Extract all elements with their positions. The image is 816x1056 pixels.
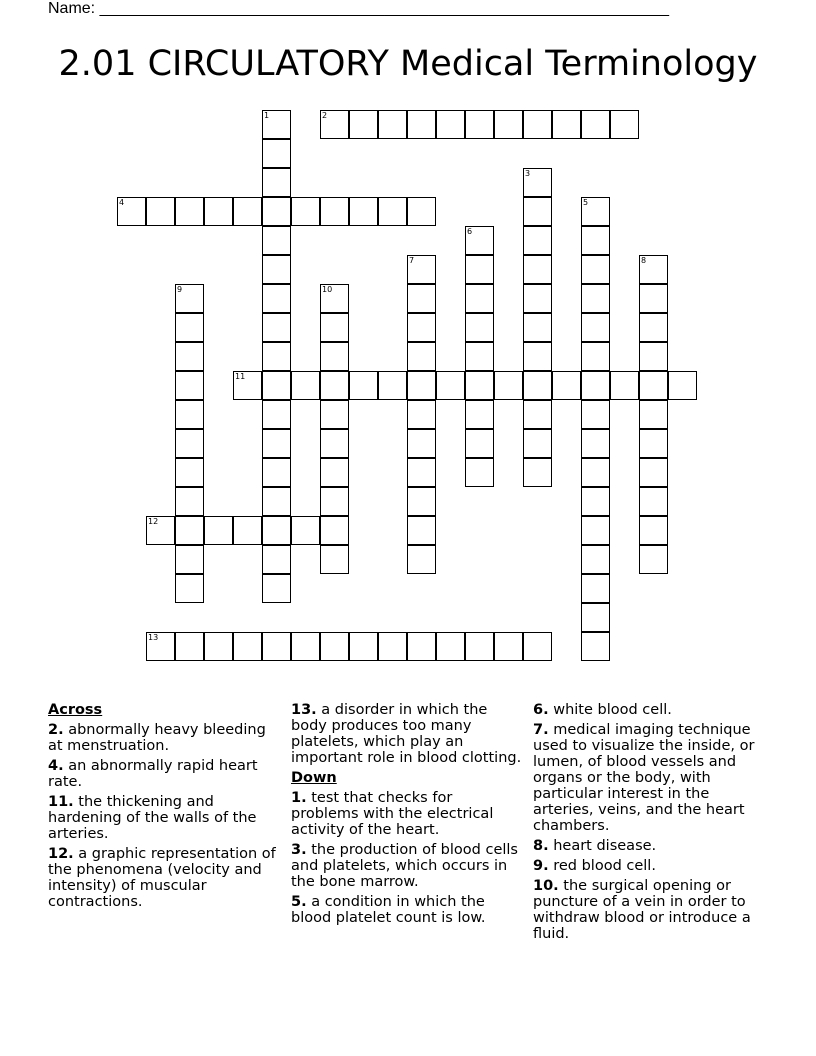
grid-cell[interactable] (610, 110, 639, 139)
grid-cell[interactable] (175, 400, 204, 429)
grid-cell[interactable] (494, 371, 523, 400)
grid-cell[interactable] (581, 342, 610, 371)
grid-cell[interactable] (639, 545, 668, 574)
grid-cell[interactable] (378, 371, 407, 400)
grid-cell[interactable] (668, 371, 697, 400)
clue-number: 7. (533, 722, 549, 738)
grid-cell[interactable] (465, 313, 494, 342)
grid-cell[interactable] (320, 458, 349, 487)
clue-number: 2. (48, 722, 64, 738)
clue-number-label: 8 (641, 256, 647, 265)
clue-item (48, 722, 280, 754)
grid-cell[interactable] (291, 371, 320, 400)
clue-text: abnormally heavy bleeding at menstruation. (48, 722, 266, 754)
grid-cell[interactable] (378, 110, 407, 139)
grid-cell[interactable] (581, 429, 610, 458)
grid-cell[interactable] (233, 371, 262, 400)
grid-cell[interactable] (175, 371, 204, 400)
clue-number-label: 11 (235, 372, 246, 381)
clue-number: 12. (48, 846, 74, 862)
grid-cell[interactable] (291, 197, 320, 226)
grid-cell[interactable] (349, 632, 378, 661)
grid-cell[interactable] (175, 516, 204, 545)
grid-cell[interactable] (407, 545, 436, 574)
clue-column-2 (291, 702, 523, 930)
grid-cell[interactable] (291, 516, 320, 545)
clue-number-label: 10 (322, 285, 333, 294)
grid-cell[interactable] (407, 458, 436, 487)
grid-cell[interactable] (320, 342, 349, 371)
grid-cell[interactable] (523, 342, 552, 371)
grid-cell[interactable] (407, 342, 436, 371)
clue-text: the production of blood cells and platelets, which occurs in the bone marrow. (291, 842, 518, 890)
grid-cell[interactable] (465, 110, 494, 139)
clue-text: the thickening and hardening of the walls of the arteries. (48, 794, 257, 842)
grid-cell[interactable] (262, 545, 291, 574)
grid-cell[interactable] (465, 632, 494, 661)
clue-number: 1. (291, 790, 307, 806)
grid-cell[interactable] (639, 429, 668, 458)
clue-number-label: 6 (467, 227, 473, 236)
grid-cell[interactable] (320, 487, 349, 516)
grid-cell[interactable] (320, 284, 349, 313)
grid-cell[interactable] (465, 342, 494, 371)
clue-text: a disorder in which the body produces too many platelets, which play an important role in blood clotting. (291, 702, 522, 766)
grid-cell[interactable] (523, 429, 552, 458)
grid-cell[interactable] (262, 371, 291, 400)
clue-number-label: 7 (409, 256, 415, 265)
clue-item (533, 702, 765, 718)
grid-cell[interactable] (523, 284, 552, 313)
grid-cell[interactable] (262, 400, 291, 429)
grid-cell[interactable] (581, 516, 610, 545)
grid-cell[interactable] (262, 255, 291, 284)
grid-cell[interactable] (175, 574, 204, 603)
grid-cell[interactable] (523, 168, 552, 197)
clue-number: 6. (533, 702, 549, 718)
grid-cell[interactable] (349, 371, 378, 400)
clue-number-label: 4 (119, 198, 125, 207)
grid-cell[interactable] (465, 458, 494, 487)
grid-cell[interactable] (407, 487, 436, 516)
clue-number-label: 13 (148, 633, 159, 642)
clue-text: the surgical opening or puncture of a vein in order to withdraw blood or introduce a fluid. (533, 878, 751, 942)
clue-number-label: 12 (148, 517, 159, 526)
clue-number: 5. (291, 894, 307, 910)
grid-cell[interactable] (378, 632, 407, 661)
grid-cell[interactable] (639, 342, 668, 371)
grid-cell[interactable] (320, 197, 349, 226)
clue-column-3 (533, 702, 765, 946)
clue-number: 10. (533, 878, 559, 894)
clue-number-label: 3 (525, 169, 531, 178)
grid-cell[interactable] (262, 197, 291, 226)
grid-cell[interactable] (581, 313, 610, 342)
grid-cell[interactable] (262, 574, 291, 603)
clue-item (48, 846, 280, 910)
grid-cell[interactable] (175, 313, 204, 342)
grid-cell[interactable] (407, 255, 436, 284)
grid-cell[interactable] (262, 516, 291, 545)
grid-cell[interactable] (581, 110, 610, 139)
clue-text: medical imaging technique used to visualize the inside, or lumen, of blood vessels and organs or the body, with particular interest in the arteries, veins, and the heart chambers. (533, 722, 755, 834)
down-heading: Down (291, 770, 337, 786)
grid-cell[interactable] (204, 197, 233, 226)
clue-item (533, 838, 765, 854)
grid-cell[interactable] (494, 110, 523, 139)
grid-cell[interactable] (581, 487, 610, 516)
clue-text: test that checks for problems with the electrical activity of the heart. (291, 790, 494, 838)
grid-cell[interactable] (320, 516, 349, 545)
grid-cell[interactable] (465, 255, 494, 284)
grid-cell[interactable] (581, 632, 610, 661)
grid-cell[interactable] (349, 110, 378, 139)
grid-cell[interactable] (262, 284, 291, 313)
grid-cell[interactable] (349, 197, 378, 226)
grid-cell[interactable] (320, 110, 349, 139)
grid-cell[interactable] (407, 429, 436, 458)
clue-item (533, 722, 765, 834)
grid-cell[interactable] (407, 313, 436, 342)
clue-item (291, 894, 523, 926)
clue-number: 3. (291, 842, 307, 858)
grid-cell[interactable] (407, 516, 436, 545)
clue-column-1 (48, 702, 280, 914)
grid-cell[interactable] (233, 516, 262, 545)
grid-cell[interactable] (233, 632, 262, 661)
grid-cell[interactable] (465, 226, 494, 255)
grid-cell[interactable] (465, 429, 494, 458)
grid-cell[interactable] (146, 516, 175, 545)
grid-cell[interactable] (175, 487, 204, 516)
grid-cell[interactable] (494, 632, 523, 661)
clue-number: 4. (48, 758, 64, 774)
grid-cell[interactable] (639, 400, 668, 429)
grid-cell[interactable] (581, 400, 610, 429)
clue-number: 13. (291, 702, 317, 718)
grid-cell[interactable] (639, 371, 668, 400)
grid-cell[interactable] (436, 632, 465, 661)
clue-number-label: 2 (322, 111, 328, 120)
across-heading: Across (48, 702, 103, 718)
clue-number: 9. (533, 858, 549, 874)
grid-cell[interactable] (233, 197, 262, 226)
grid-cell[interactable] (436, 110, 465, 139)
grid-cell[interactable] (262, 342, 291, 371)
grid-cell[interactable] (581, 284, 610, 313)
grid-cell[interactable] (262, 632, 291, 661)
grid-cell[interactable] (262, 487, 291, 516)
grid-cell[interactable] (407, 284, 436, 313)
grid-cell[interactable] (610, 371, 639, 400)
grid-cell[interactable] (407, 371, 436, 400)
clue-text: a condition in which the blood platelet count is low. (291, 894, 486, 926)
grid-cell[interactable] (262, 458, 291, 487)
grid-cell[interactable] (320, 313, 349, 342)
grid-cell[interactable] (320, 400, 349, 429)
grid-cell[interactable] (175, 429, 204, 458)
clue-text: white blood cell. (553, 702, 672, 718)
clue-number-label: 9 (177, 285, 183, 294)
grid-cell[interactable] (262, 168, 291, 197)
clue-item (533, 858, 765, 874)
clue-item (291, 790, 523, 838)
grid-cell[interactable] (581, 603, 610, 632)
grid-cell[interactable] (581, 197, 610, 226)
grid-cell[interactable] (262, 313, 291, 342)
grid-cell[interactable] (262, 110, 291, 139)
clue-text: an abnormally rapid heart rate. (48, 758, 258, 790)
grid-cell[interactable] (552, 110, 581, 139)
grid-cell[interactable] (523, 632, 552, 661)
grid-cell[interactable] (552, 371, 581, 400)
grid-cell[interactable] (320, 371, 349, 400)
grid-cell[interactable] (407, 110, 436, 139)
grid-cell[interactable] (523, 458, 552, 487)
clue-number: 11. (48, 794, 74, 810)
grid-cell[interactable] (262, 139, 291, 168)
grid-cell[interactable] (581, 545, 610, 574)
grid-cell[interactable] (407, 197, 436, 226)
grid-cell[interactable] (465, 400, 494, 429)
grid-cell[interactable] (204, 632, 233, 661)
name-field-label: Name: ________________________________________________________________ (48, 0, 670, 17)
grid-cell[interactable] (639, 313, 668, 342)
grid-cell[interactable] (320, 545, 349, 574)
grid-cell[interactable] (175, 284, 204, 313)
clue-number: 8. (533, 838, 549, 854)
grid-cell[interactable] (639, 487, 668, 516)
grid-cell[interactable] (175, 632, 204, 661)
clue-number-label: 1 (264, 111, 270, 120)
grid-cell[interactable] (639, 516, 668, 545)
grid-cell[interactable] (262, 226, 291, 255)
grid-cell[interactable] (639, 255, 668, 284)
grid-cell[interactable] (378, 197, 407, 226)
grid-cell[interactable] (320, 632, 349, 661)
grid-cell[interactable] (639, 284, 668, 313)
grid-cell[interactable] (523, 371, 552, 400)
grid-cell[interactable] (523, 226, 552, 255)
grid-cell[interactable] (523, 400, 552, 429)
grid-cell[interactable] (146, 632, 175, 661)
grid-cell[interactable] (581, 255, 610, 284)
grid-cell[interactable] (407, 632, 436, 661)
grid-cell[interactable] (175, 545, 204, 574)
clue-text: a graphic representation of the phenomena (velocity and intensity) of muscular contractions. (48, 846, 276, 910)
grid-cell[interactable] (465, 284, 494, 313)
clue-item (533, 878, 765, 942)
grid-cell[interactable] (436, 371, 465, 400)
grid-cell[interactable] (581, 458, 610, 487)
grid-cell[interactable] (291, 632, 320, 661)
page-title: 2.01 CIRCULATORY Medical Terminology (58, 44, 758, 84)
grid-cell[interactable] (581, 226, 610, 255)
clue-item (48, 758, 280, 790)
clue-number-label: 5 (583, 198, 589, 207)
clue-item (48, 794, 280, 842)
grid-cell[interactable] (262, 429, 291, 458)
grid-cell[interactable] (117, 197, 146, 226)
clue-text: heart disease. (553, 838, 657, 854)
grid-cell[interactable] (175, 342, 204, 371)
grid-cell[interactable] (407, 400, 436, 429)
clue-item (291, 842, 523, 890)
grid-cell[interactable] (523, 313, 552, 342)
grid-cell[interactable] (523, 255, 552, 284)
grid-cell[interactable] (523, 110, 552, 139)
grid-cell[interactable] (581, 371, 610, 400)
grid-cell[interactable] (146, 197, 175, 226)
grid-cell[interactable] (581, 574, 610, 603)
grid-cell[interactable] (465, 371, 494, 400)
grid-cell[interactable] (175, 458, 204, 487)
grid-cell[interactable] (204, 516, 233, 545)
grid-cell[interactable] (175, 197, 204, 226)
grid-cell[interactable] (639, 458, 668, 487)
grid-cell[interactable] (523, 197, 552, 226)
clue-text: red blood cell. (553, 858, 656, 874)
grid-cell[interactable] (320, 429, 349, 458)
clue-item (291, 702, 523, 766)
